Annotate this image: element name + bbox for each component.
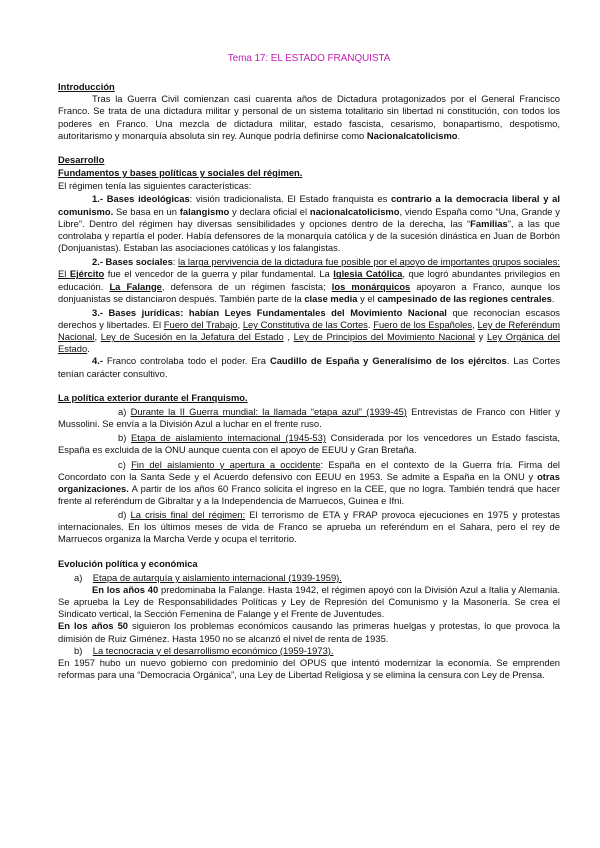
exterior-heading: La política exterior durante el Franquismo.	[58, 391, 248, 403]
exterior-item-a: a) Durante la II Guerra mundial: la llamada “etapa azul” (1939-45) Entrevistas de Franco con Hitler y Mussolini. Se envía a la División Azul a luchar en el frente ruso.	[58, 405, 560, 430]
exterior-item-b: b) Etapa de aislamiento internacional (1945-53) Considerada por los vencedores un Estado fascista, España es excluida de la ONU aunque cuenta con el apoyo de EEUU y Gran Bretaña.	[58, 432, 561, 456]
evolucion-item-b-title: b) La tecnocracia y el desarrollismo económico (1959-1973).	[74, 644, 334, 656]
evolucion-tecnocracia-paragraph: En 1957 hubo un nuevo gobierno con predominio del OPUS que intentó modernizar la economía. Se emprenden reformas para una “Democracia Orgánica”, una Ley de Libertad Religiosa y se elimina la censura con Ley de Prensa.	[58, 656, 560, 681]
poder-franco-paragraph: 4.- Franco controlaba todo el poder. Era Caudillo de España y Generalísimo de los ejércitos. Las Cortes tenían carácter consultivo.	[58, 355, 561, 379]
document-title: Tema 17: EL ESTADO FRANQUISTA	[227, 53, 391, 64]
exterior-item-d: d) La crisis final del régimen: El terrorismo de ETA y FRAP provoca ejecuciones en 1975 y protestas internacionales. En los últimos meses de vida de Franco se aprueba un referéndum en el Sahara, pero el rey de Marruecos organiza la Marcha Verde y ocupa el territorio.	[58, 509, 560, 545]
bases-ideologicas-paragraph: 1.- Bases ideológicas: visión tradicionalista. El Estado franquista es contrario a la democracia liberal y al comunismo. Se basa en un falangismo y declara oficial el nacionalcatolicismo, viendo España como “Una, Grande y Libre”. Dentro del régimen hay diversas sensibilidades y opciones dentro de la derecha, las “Familias”, a las que controlaba y repartía el poder. Había defensores de la monarquía católica y de la sucesión dinástica en Juan de Borbón (Donjuanistas). Estaban las asociaciones católicas y los falangistas.	[58, 193, 560, 254]
fundamentos-lead: El régimen tenía las siguientes características:	[58, 180, 252, 192]
intro-paragraph: Tras la Guerra Civil comienzan casi cuarenta años de Dictadura protagonizados por el General Francisco Franco. Se trata de una dictadura militar y personal de un sistema totalitario sin libertad ni constitución, con todos los poderes en Franco. Una mezcla de dictadura militar, estado fascista, cesarismo, bonapartismo, despotismo, autoritarismo y monarquía absoluta sin rey. Aunque podría definirse como Nacionalcatolicismo.	[58, 93, 560, 141]
exterior-item-c: c) Fin del aislamiento y apertura a occidente: España en el contexto de la Guerra fría. Firma del Concordato con la Santa Sede y el Acuerdo defensivo con EEUU en 1953. Se admite a España en la ONU y otras organizaciones. A partir de los años 60 Franco solicita el ingreso en la CEE, que no logra. También tendrá que hacer frente al referéndum de Gibraltar y a la Independencia de Marruecos, Guinea e Ifni.	[58, 458, 560, 506]
evolucion-item-a-title: a) Etapa de autarquía y aislamiento internacional (1939-1959).	[74, 571, 342, 583]
bases-juridicas-paragraph: 3.- Bases jurídicas: habían Leyes Fundamentales del Movimiento Nacional que reconocían escasos derechos y libertades. El Fuero del Trabajo, Ley Constitutiva de las Cortes. Fuero de los Españoles, Ley de Referéndum Nacional, Ley de Sucesión en la Jefatura del Estado , Ley de Principios del Movimiento Nacional y Ley Orgánica del Estado.	[58, 306, 561, 355]
intro-heading: Introducción	[58, 81, 115, 93]
evolucion-anos-50-paragraph: En los años 50 siguieron los problemas económicos causando las primeras huelgas y protestas, lo que provoca la dimisión de Ruiz Giménez. Hasta 1950 no se alcanzó el nivel de renta de 1935.	[58, 620, 560, 644]
evolucion-heading: Evolución política y económica	[58, 557, 198, 569]
evolucion-anos-40-paragraph: En los años 40 predominaba la Falange. Hasta 1942, el régimen apoyó con la División Azul a Italia y Alemania. Se aprueba la Ley de Responsabilidades Políticas y Ley de Represión del Comunismo y la Masonería. Se crea el Sindicato vertical, la Sección Femenina de Falange y el Frente de Juventudes.	[58, 583, 560, 620]
desarrollo-heading: Desarrollo	[58, 153, 105, 165]
fundamentos-subheading: Fundamentos y bases políticas y sociales del régimen.	[58, 167, 303, 179]
bases-sociales-paragraph: 2.- Bases sociales: la larga pervivencia de la dictadura fue posible por el apoyo de importantes grupos sociales: El Ejército fue el vencedor de la guerra y pilar fundamental. La Iglesia Católica, que logró abundantes privilegios en educación. La Falange, defensora de un régimen fascista; los monárquicos apoyaron a Franco, aunque los donjuanistas se distanciaron después. También parte de la clase media y el campesinado de las regiones centrales.	[58, 256, 561, 304]
